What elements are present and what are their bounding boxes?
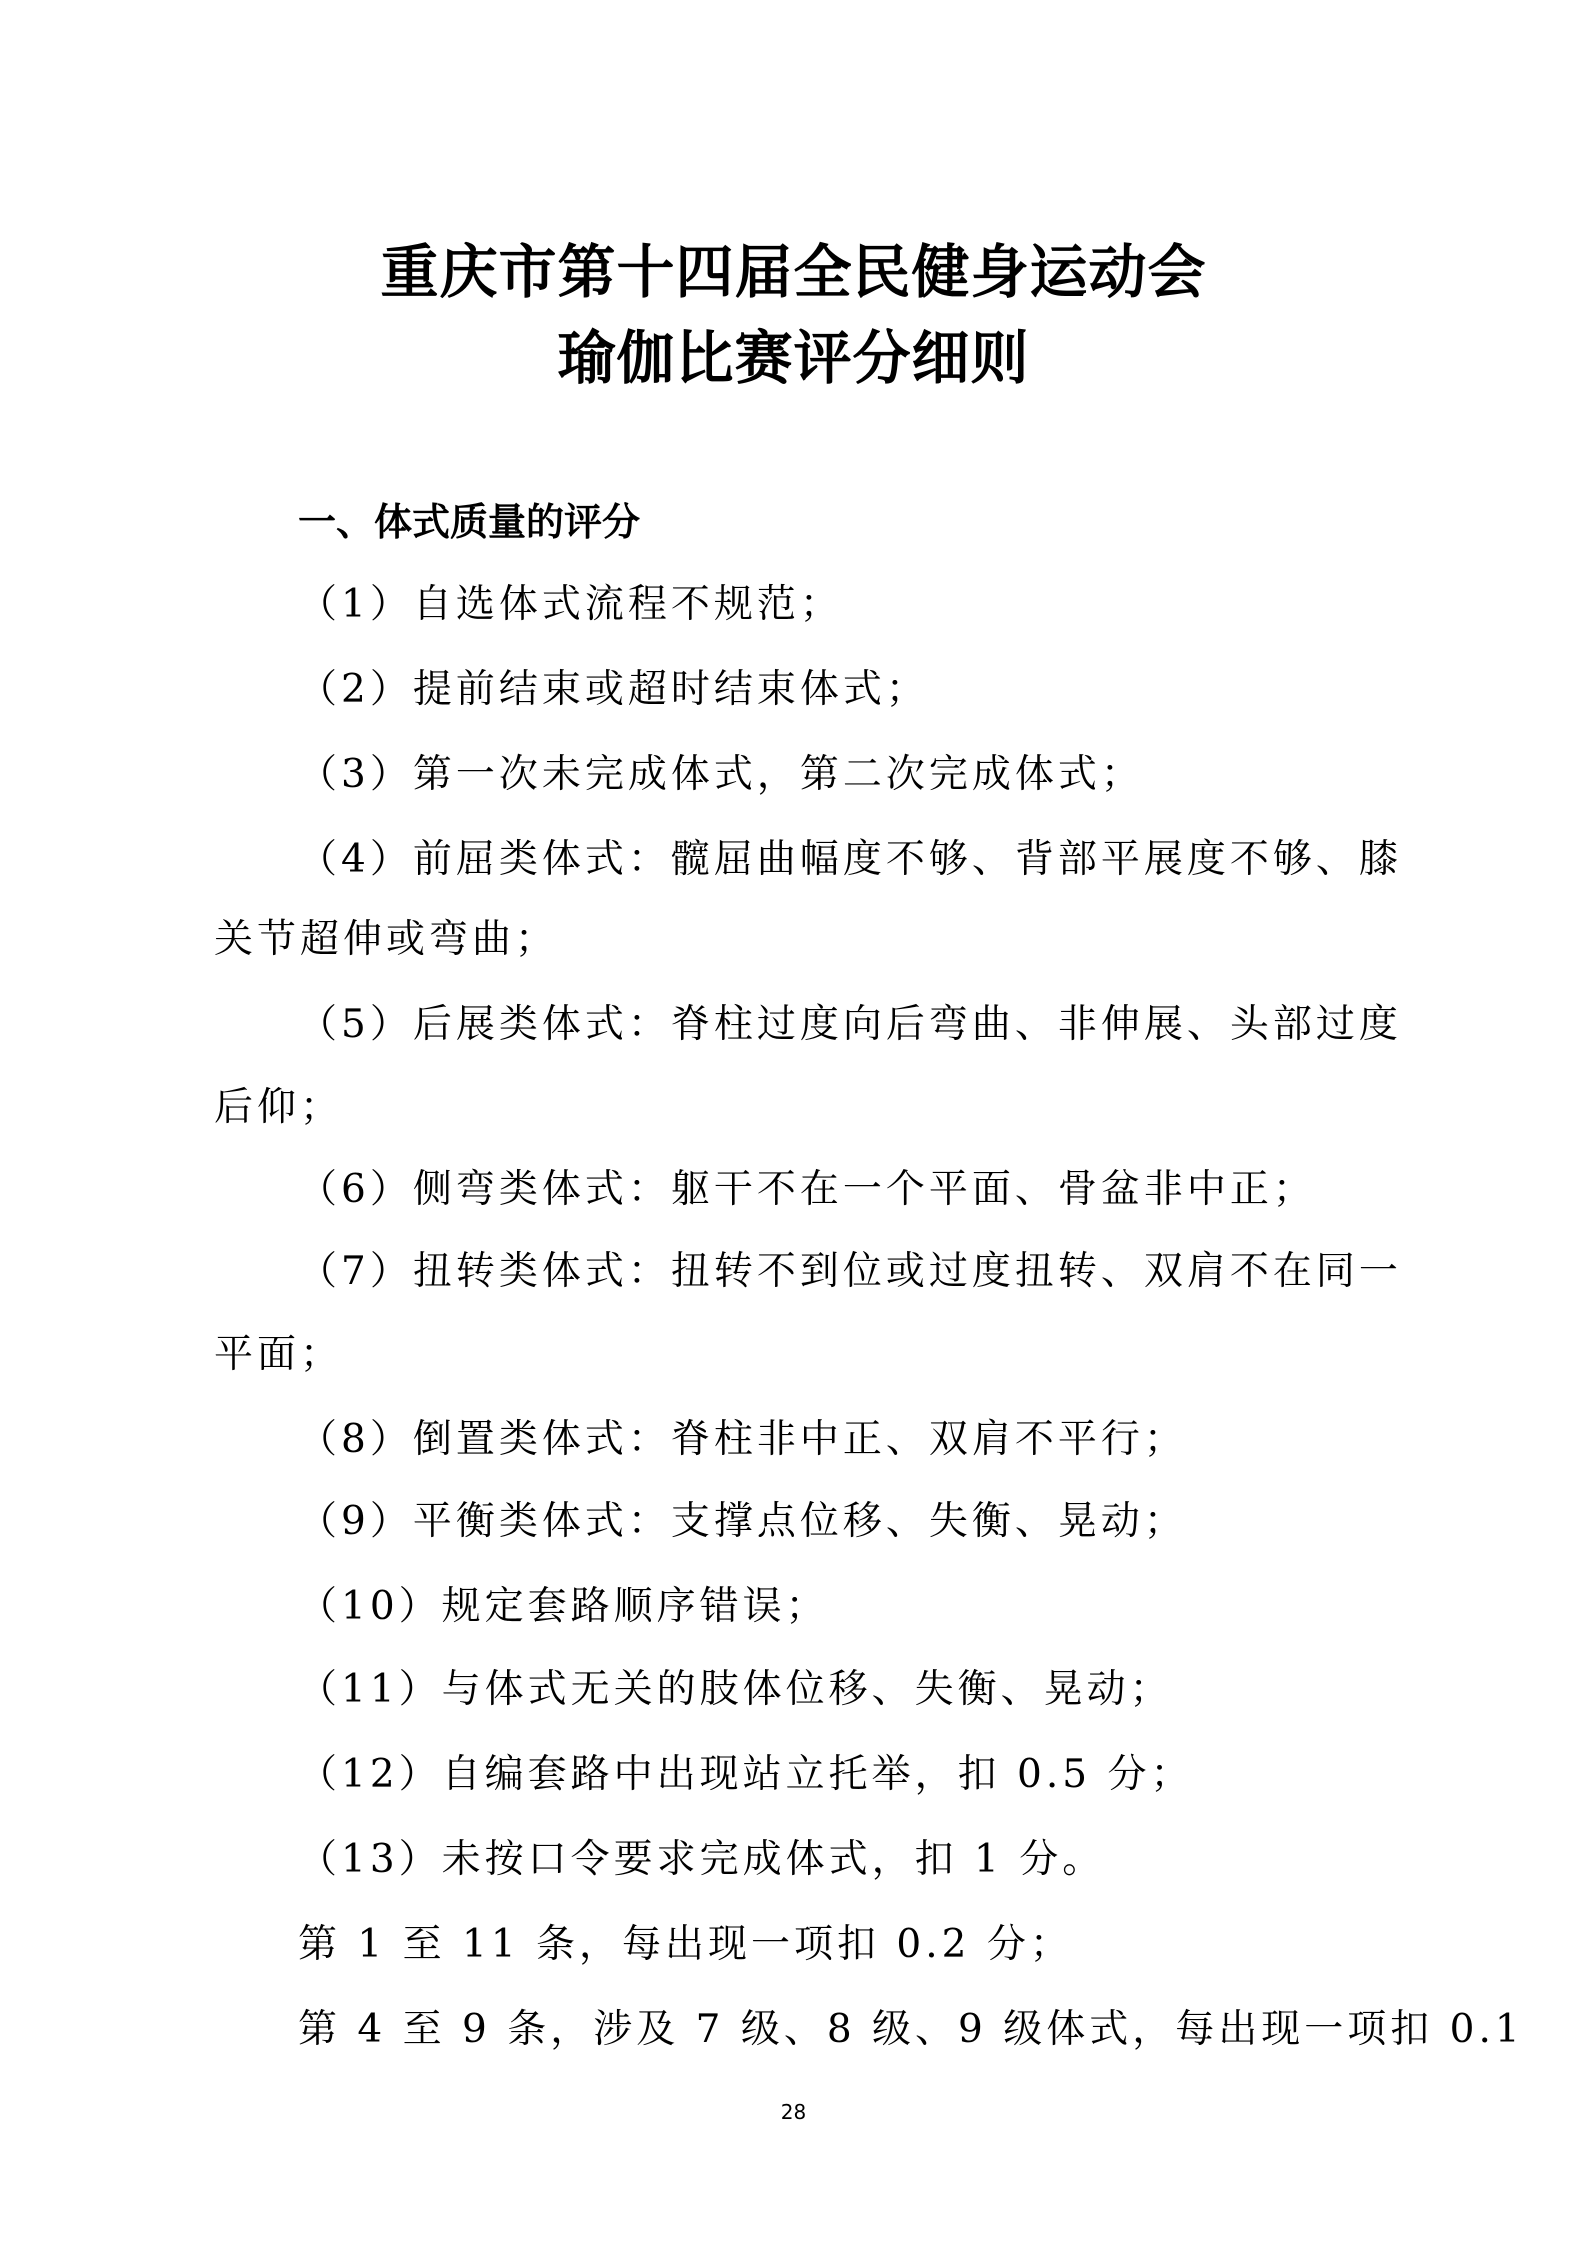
rule-item-10: （10）规定套路顺序错误； — [298, 1584, 829, 1629]
page-number: 28 — [780, 2100, 807, 2124]
deduction-note-1: 第 1 至 11 条，每出现一项扣 0.2 分； — [298, 1922, 1073, 1967]
rule-item-4: （4）前屈类体式：髋屈曲幅度不够、背部平展度不够、膝 — [298, 837, 1402, 882]
document-title-line-1: 重庆市第十四届全民健身运动会 — [380, 238, 1207, 306]
rule-item-9: （9）平衡类体式：支撑点位移、失衡、晃动； — [298, 1499, 1187, 1544]
rule-item-11: （11）与体式无关的肢体位移、失衡、晃动； — [298, 1667, 1173, 1712]
rule-item-8: （8）倒置类体式：脊柱非中正、双肩不平行； — [298, 1417, 1187, 1462]
rule-item-5: （5）后展类体式：脊柱过度向后弯曲、非伸展、头部过度 — [298, 1002, 1402, 1047]
rule-item-6: （6）侧弯类体式：躯干不在一个平面、骨盆非中正； — [298, 1167, 1316, 1212]
rule-item-7-continuation: 平面； — [214, 1332, 344, 1377]
document-title-line-2: 瑜伽比赛评分细则 — [557, 324, 1030, 392]
rule-item-12: （12）自编套路中出现站立托举，扣 0.5 分； — [298, 1752, 1194, 1797]
rule-item-2: （2）提前结束或超时结束体式； — [298, 667, 929, 712]
section-heading: 一、体式质量的评分 — [298, 500, 641, 544]
rule-item-5-continuation: 后仰； — [214, 1085, 344, 1130]
deduction-note-2: 第 4 至 9 条，涉及 7 级、8 级、9 级体式，每出现一项扣 0.1 — [298, 2007, 1524, 2052]
rule-item-13: （13）未按口令要求完成体式，扣 1 分。 — [298, 1837, 1106, 1882]
rule-item-4-continuation: 关节超伸或弯曲； — [214, 917, 559, 962]
rule-item-1: （1）自选体式流程不规范； — [298, 582, 843, 627]
rule-item-3: （3）第一次未完成体式，第二次完成体式； — [298, 752, 1144, 797]
rule-item-7: （7）扭转类体式：扭转不到位或过度扭转、双肩不在同一 — [298, 1249, 1402, 1294]
